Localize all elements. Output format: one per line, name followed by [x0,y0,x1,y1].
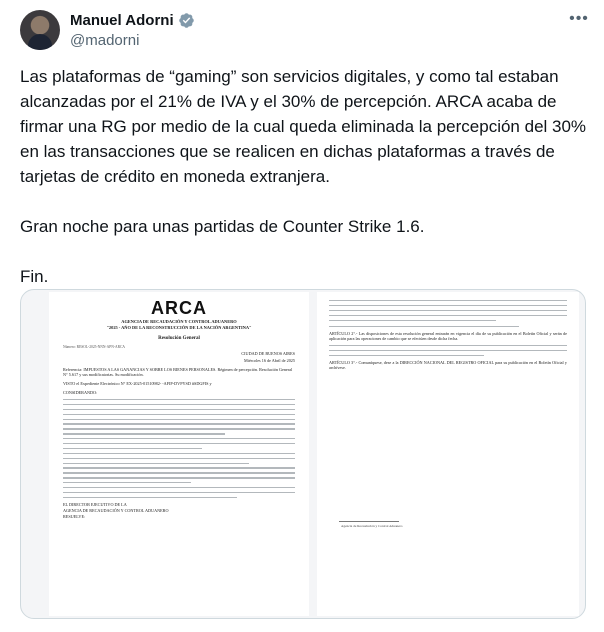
document-article-3: ARTÍCULO 3°.- Comuníquese, dese a la DIRECCIÓN NACIONAL DEL REGISTRO OFICIAL para su publicación en el Boletín Oficial y archívese. [329,360,567,371]
tweet-text [20,64,590,289]
tweet-paragraph: Las plataformas de “gaming” son servicios digitales, y como tal estaban alcanzadas por el 21% de IVA y el 30% de percepción. ARCA acaba de firmar una RG por medio de la cual queda eliminada la percepción del 30% en las transacciones que se realicen en dichas plataformas a través de tarjetas de crédito en moneda extranjera. [20,67,587,186]
tweet-paragraph: Gran noche para unas partidas de Counter Strike 1.6. [20,217,425,236]
more-options-icon[interactable]: ••• [569,10,589,27]
document-reference: Referencia: IMPUESTOS A LAS GANANCIAS Y SOBRE LOS BIENES PERSONALES. Régimen de percepción. Resolución General N° 5.617 y sus modificatorias. Su modificación. [63,367,293,377]
document-type: Resolución General [158,336,200,341]
document-article-2: ARTÍCULO 2°.- Las disposiciones de esta resolución general entrarán en vigencia el día de su publicación en el Boletín Oficial y serán de aplicación para las operaciones de cambio que se efectúen desde dicha fecha. [329,331,567,342]
verified-badge-icon [178,12,195,29]
document-page-right [317,292,579,616]
document-visto: VISTO el Expediente Electrónico N° EX-2025-01510982- -AFIP-DVPYSD #SDGFIS y [63,381,212,386]
signature-line [339,514,399,522]
tweet-paragraph: Fin. [20,267,49,286]
author-name[interactable]: Manuel Adorni [70,12,174,29]
attached-document-image[interactable] [20,289,586,619]
year-motto: "2025 - AÑO DE LA RECONSTRUCCIÓN DE LA NACIÓN ARGENTINA" [106,324,252,330]
tweet-header [20,10,590,54]
document-body-text [329,300,567,327]
document-page-left [49,292,309,616]
document-resuelve: RESUELVE: [63,514,86,520]
document-body-text [63,399,295,498]
document-considerando: CONSIDERANDO: [63,390,98,395]
document-date: Miércoles 16 de Abril de 2025 [243,358,295,363]
document-director-agency: AGENCIA DE RECAUDACIÓN Y CONTROL ADUANERO [63,508,169,514]
avatar[interactable] [20,10,60,50]
document-body-text [329,345,567,356]
agency-name: AGENCIA DE RECAUDACIÓN Y CONTROL ADUANERO [121,319,237,324]
document-signer-org: Agencia de Recaudación y Control Aduanero [341,524,403,528]
document-city: CIUDAD DE BUENOS AIRES [241,351,295,356]
author-handle[interactable]: @madorni [70,32,140,49]
document-number: Número: RESOL-2025-NNN-APN-ARCA [63,345,125,349]
arca-logo: ARCA [151,298,207,318]
author-name-row [70,12,195,29]
document-director-title: EL DIRECTOR EJECUTIVO DE LA [63,502,127,508]
